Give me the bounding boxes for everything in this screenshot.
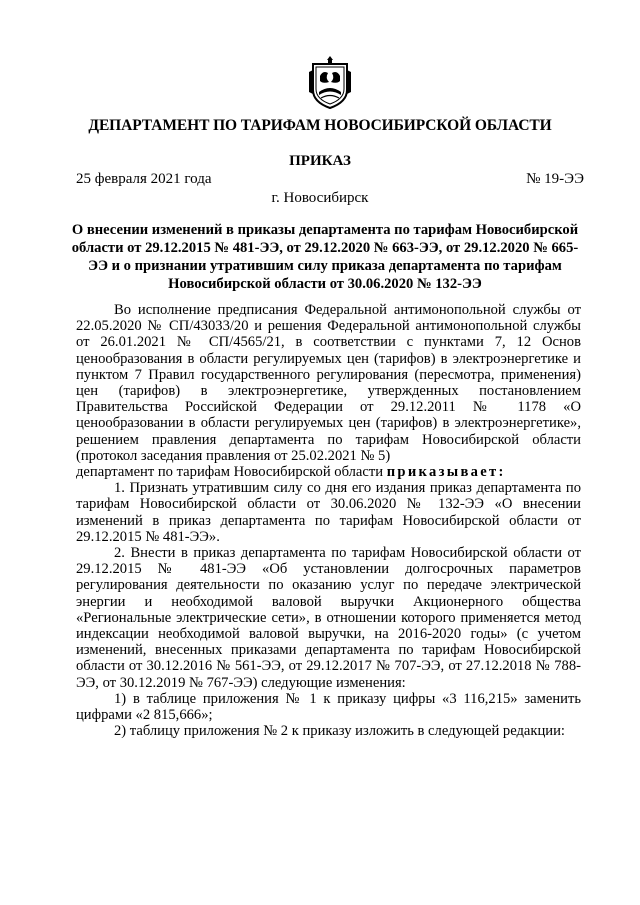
document-title: О внесении изменений в приказы департамента по тарифам Новосибирской области от 29.12.2015 № 481-ЭЭ, от 29.12.2020 № 663-ЭЭ, от 29.12.2020 № 665-ЭЭ и о признании утратившим силу приказа департамента по тарифам Новосибирской области от 30.06.2020 № 132-ЭЭ: [71, 222, 579, 292]
coat-of-arms-emblem: [307, 54, 353, 110]
subitem-1-paragraph: 1) в таблице приложения № 1 к приказу цифры «3 116,215» заменить цифрами «2 815,666»;: [76, 690, 581, 724]
document-date: 25 февраля 2021 года: [76, 171, 212, 187]
subitem-2-paragraph: 2) таблицу приложения № 2 к приказу изложить в следующей редакции:: [114, 723, 565, 740]
preamble-paragraph: Во исполнение предписания Федеральной антимонопольной службы от 22.05.2020 № СП/43033/20 и решения Федеральной антимонопольной службы от 26.01.2021 № СП/4565/21, в соответствии с пунктами 7, 12 Основ ценообразования в области регулируемых цен (тарифов) в электроэнергетике и пунктом 7 Правил государственного регулирования (пересмотра, применения) цен (тарифов) в электроэнергетике, утвержденных постановлением Правительства Российской Федерации от 29.12.2011 № 1178 «О ценообразовании в области регулируемых цен (тарифов) в электроэнергетике», решением правления департамента по тарифам Новосибирской области (протокол заседания правления от 25.02.2021 № 5): [76, 302, 581, 464]
item-1-paragraph: 1. Признать утратившим силу со дня его издания приказ департамента по тарифам Новосибирской области от 30.06.2020 № 132-ЭЭ «О внесении изменений в приказ департамента по тарифам Новосибирской области от 29.12.2015 № 481-ЭЭ».: [76, 480, 581, 545]
document-type-heading: ПРИКАЗ: [289, 153, 351, 169]
orders-paragraph: [76, 464, 581, 480]
document-city: г. Новосибирск: [271, 190, 369, 206]
orders-word: приказывает:: [386, 464, 506, 481]
department-heading: ДЕПАРТАМЕНТ ПО ТАРИФАМ НОВОСИБИРСКОЙ ОБЛАСТИ: [88, 117, 552, 134]
item-2-paragraph: 2. Внести в приказ департамента по тарифам Новосибирской области от 29.12.2015 № 481-ЭЭ «Об установлении долгосрочных параметров регулирования деятельности по оказанию услуг по передаче электрической энергии и необходимой валовой выручки Акционерного общества «Региональные электрические сети», в отношении которого применяется метод индексации необходимой валовой выручки, на 2016-2020 годы» (с учетом изменений, внесенных приказами департамента по тарифам Новосибирской области от 30.12.2016 № 561-ЭЭ, от 29.12.2017 № 707-ЭЭ, от 27.12.2018 № 788-ЭЭ, от 30.12.2019 № 767-ЭЭ) следующие изменения:: [76, 545, 581, 691]
document-number: № 19-ЭЭ: [526, 171, 584, 187]
orders-prefix: департамент по тарифам Новосибирской области: [76, 464, 387, 481]
document-body: [76, 302, 581, 739]
